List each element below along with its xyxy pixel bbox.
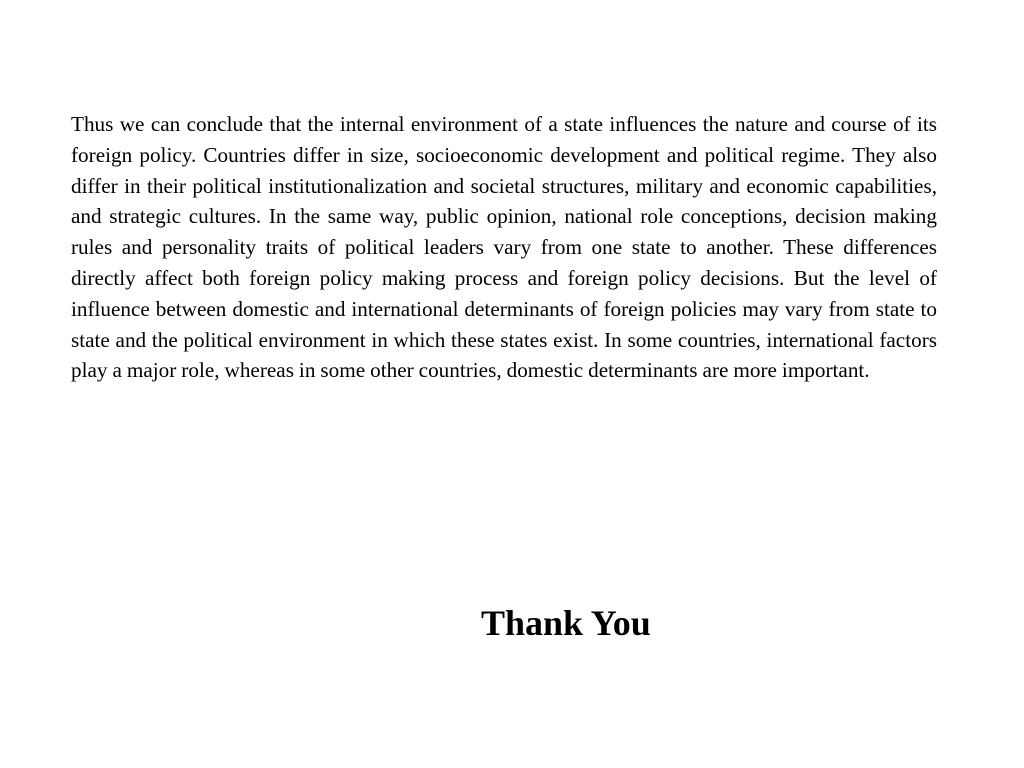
thank-you-heading: Thank You <box>481 603 651 643</box>
conclusion-paragraph: Thus we can conclude that the internal environment of a state influences the nature and course of its foreign policy. Countries differ in size, socioeconomic development and political regime. They also differ in their political institutionalization and societal structures, military and economic capabilities, and strategic cultures. In the same way, public opinion, national role conceptions, decision making rules and personality traits of political leaders vary from one state to another. These differences directly affect both foreign policy making process and foreign policy decisions. But the level of influence between domestic and international determinants of foreign policies may vary from state to state and the political environment in which these states exist. In some countries, international factors play a major role, whereas in some other countries, domestic determinants are more important. <box>71 112 937 383</box>
